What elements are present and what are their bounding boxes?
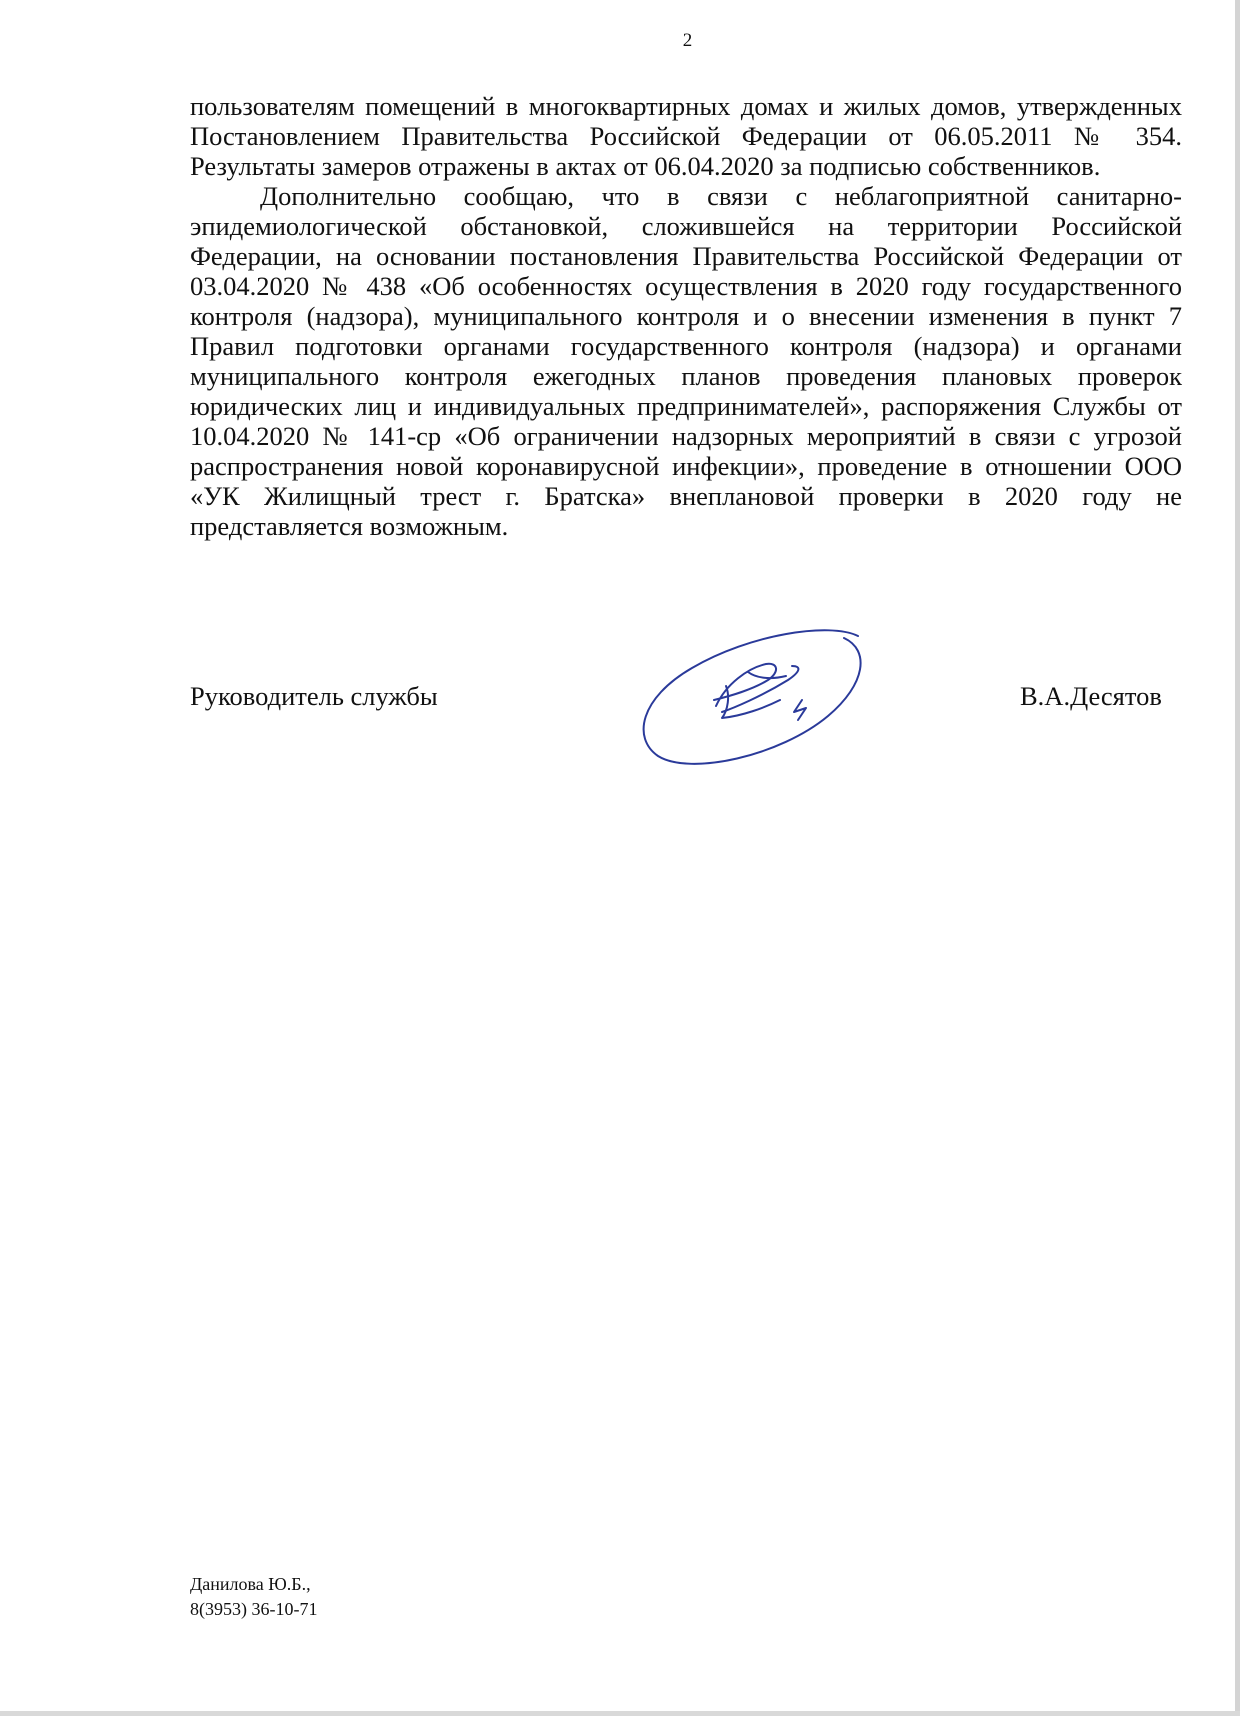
signatory-position: Руководитель службы — [190, 681, 438, 711]
paragraph-continuation: пользователям помещений в многоквартирных домах и жилых домов, утвержденных Постановлением Правительства Российской Федерации от 06.05.2011 № 354. Результаты замеров отражены в актах от 06.04.2020 за подписью собственников. — [190, 91, 1182, 181]
handwritten-signature — [630, 620, 870, 770]
executor-info — [190, 1572, 317, 1622]
page-number: 2 — [682, 30, 693, 51]
executor-phone: 8(3953) 36-10-71 — [190, 1599, 318, 1619]
signatory-name: В.А.Десятов — [1020, 681, 1162, 711]
paragraph-additional-info: Дополнительно сообщаю, что в связи с неблагоприятной санитарно-эпидемиологической обстановкой, сложившейся на территории Российской Федерации, на основании постановления Правительства Российской Федерации от 03.04.2020 № 438 «Об особенностях осуществления в 2020 году государственного контроля (надзора), муниципального контроля и о внесении изменения в пункт 7 Правил подготовки органами государственного контроля (надзора) и органами муниципального контроля ежегодных планов проведения плановых проверок юридических лиц и индивидуальных предпринимателей», распоряжения Службы от 10.04.2020 № 141-ср «Об ограничении надзорных мероприятий в связи с угрозой распространения новой коронавирусной инфекции», проведение в отношении ООО «УК Жилищный трест г. Братска» внеплановой проверки в 2020 году не представляется возможным. — [190, 181, 1182, 541]
scan-right-edge — [1235, 0, 1240, 1716]
scan-bottom-edge — [0, 1711, 1240, 1716]
letter-body — [190, 91, 1182, 541]
executor-name: Данилова Ю.Б., — [190, 1574, 311, 1594]
